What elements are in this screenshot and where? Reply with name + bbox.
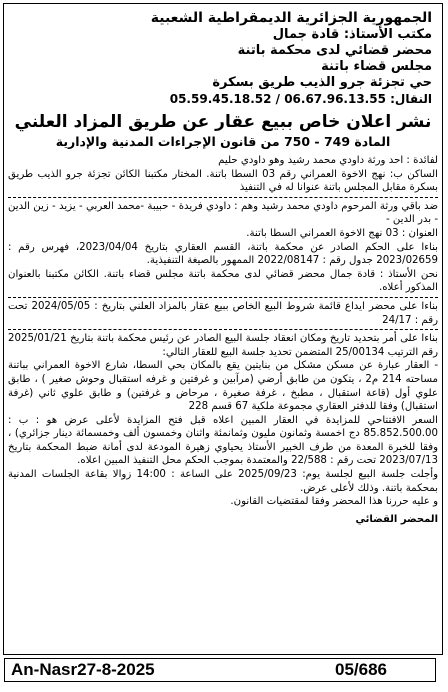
phone-line [8, 91, 438, 107]
address-paragraph: العنوان : 03 نهج الاخوة العمراني السطا باتنة. [246, 227, 438, 239]
footer-bar [4, 658, 436, 682]
republic-name: الجمهورية الجزائرية الديمقراطية الشعبية [150, 10, 432, 26]
council-name: مجلس قضاء باتنة [321, 59, 432, 74]
residence-paragraph: الساكن ب: نهج الاخوة العمراني رقم 03 السطا باتنة. المختار مكتبنا الكائن تجزئة جرو الذيب طريق بسكرة مقابل المجلس باتنة عنوانا له في التنفيذ [8, 168, 438, 194]
signature: المحضر القضائي [355, 513, 438, 525]
newspaper-reference: An-Nasr27-8-2025 [11, 660, 155, 679]
order-paragraph: بناءا على أمر بتحديد تاريخ ومكان انعقاد جلسة البيع الصادر عن رئيس محكمة باتنة بتاريخ 2025/01/21 رقم الترتيب 25/00134 المتضمن تحديد جلسة البيع للعقار التالي: [8, 333, 438, 358]
beneficiary-paragraph: لفائدة : احد ورثة داودي محمد رشيد وهو داودي حليم [218, 155, 438, 166]
phone-label: النقال: [390, 92, 432, 106]
announcement-card [3, 3, 443, 655]
property-paragraph: - العقار عبارة عن مسكن مشكل من بنايتين يقع بالمكان بحي السطا، شارع الاخوة العمراني بباتنة مساحته 214 م2 ، يتكون من طابق أرضي (مرآبين و غرفتين و غرفه استقبال وحوش صغير ) ، طابق علوي أول (قاعة استقبال ، مطبخ ، غرفة صغيرة ، مرحاض و غرفتين) و طابق علوي ثاني (غرفة استقبال) وفقا للدفتر العقاري مجموعة ملكية 67 قسم 228 [8, 360, 438, 413]
bailiff-paragraph: نحن الأستاذ : قادة جمال محضر قضائي لدى محكمة باتنة مجلس قضاء باتنة. الكائن مكتبنا بالعنوان المذكور أعلاه. [8, 268, 438, 294]
bailiff-title: محضر قضائي لدى محكمة باتنة [237, 43, 432, 58]
ad-number: 05/686 [335, 660, 387, 679]
office-name: مكتب الأستاذ: قادة جمال [272, 27, 432, 42]
conditions-paragraph: بناءا على محضر ايداع قائمة شروط البيع الخاص ببيع عقار بالمزاد العلني بتاريخ : 2024/05/05 تحت رقم : 24/17 [8, 300, 438, 326]
closing-paragraph: و عليه حررنا هذا المحضر وفقا لمقتضيات القانون. [230, 496, 438, 508]
notice-body [8, 154, 438, 526]
office-address: حي تجزئة جرو الذيب طريق بسكرة [212, 75, 432, 90]
divider [8, 329, 438, 330]
announcement-content [8, 10, 438, 650]
divider [8, 297, 438, 298]
judgment-paragraph: بناءا على الحكم الصادر عن محكمة باتنة، القسم العقاري بتاريخ 2023/04/04، فهرس رقم : 2023/02659 جدول رقم : 2022/08147 الممهور بالصيغة التنفيذية. [8, 241, 438, 267]
letterhead [8, 10, 438, 91]
notice-subtitle: المادة 749 - 750 من قانون الإجراءات المدنية والإدارية [55, 134, 391, 149]
session-paragraph: وأجلت جلسة البيع لجلسة يوم: 2025/09/23 على الساعة : 14:00 زوالا بقاعة الجلسات المدنية بمحكمة باتنة. وذلك لأعلى عرض. [8, 469, 439, 494]
price-paragraph: السعر الافتتاحي للمزايدة في العقار المبين اعلاه قبل فتح المزايدة لأعلى عرض هو : ب : 85.852.500.00 دج اخمسة وثمانون مليون وثمانمئة واثنان وخمسون ألف وخمسمائة دينار جزائري) ، وفقا للخبرة المعدة من طرف الخبير الأستاذ يحياوي زهيرة المودعة لدى أمانة ضبط المحكمة بتاريخ 2023/07/13 تحت رقم : 22/588 والمعتمدة بموجب الحكم محل التنفيذ المبين اعلاه. [8, 414, 438, 467]
divider [8, 197, 438, 198]
defendants-paragraph: ضد باقي ورثة المرحوم داودي محمد رشيد وهم : داودي فريدة - حبيبة -محمد العربي - يزيد - زين الدين - بدر الدين - [8, 200, 438, 226]
phone-numbers: 05.59.45.18.52 / 06.67.96.13.55 [169, 92, 386, 106]
notice-title: نشر اعلان خاص ببيع عقار عن طريق المزاد العلني [14, 112, 432, 132]
